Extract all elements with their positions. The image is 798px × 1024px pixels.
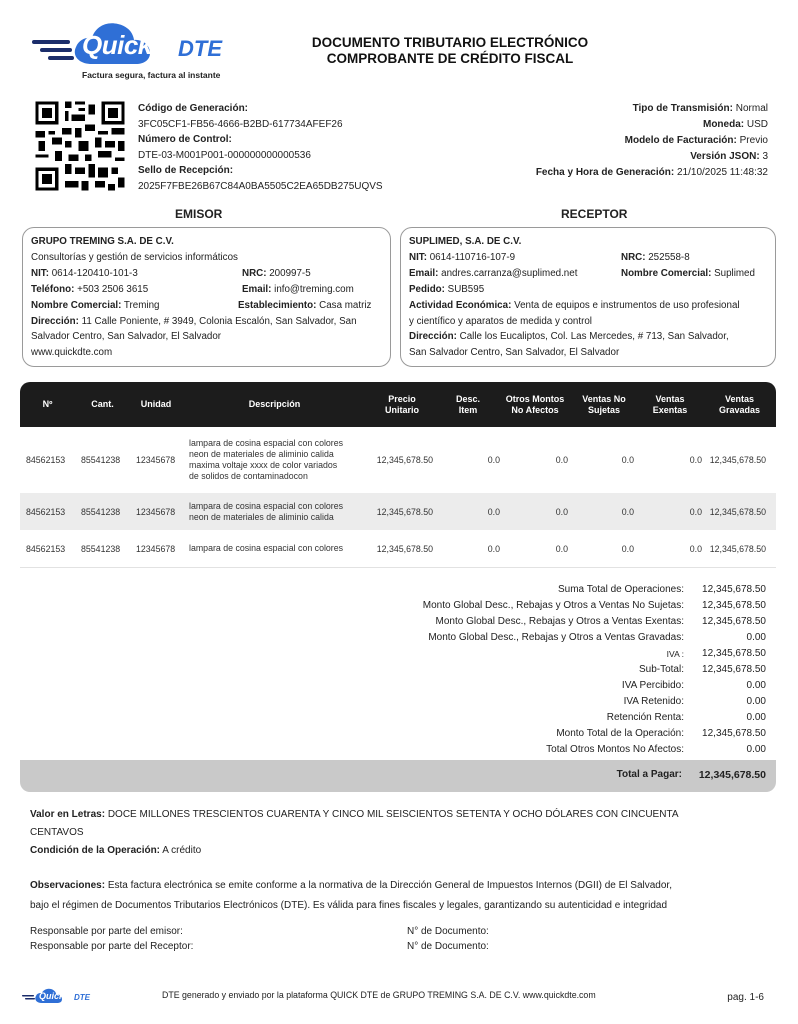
receptor-nrc: 252558-8 — [648, 251, 690, 263]
cell-gravadas: 12,345,678.50 — [709, 455, 766, 465]
emisor-nit: 0614-120410-101-3 — [51, 267, 138, 279]
emisor-name: GRUPO TREMING S.A. DE C.V. — [31, 236, 174, 247]
col-header-precio — [367, 382, 437, 427]
observaciones-label: Observaciones: — [30, 880, 106, 891]
table-row — [20, 427, 776, 493]
receptor-pedido: SUB595 — [447, 283, 485, 295]
modelo-label: Modelo de Facturación: — [624, 135, 737, 146]
cell-desc — [189, 427, 343, 493]
cell-nosuj: 0.0 — [621, 543, 634, 554]
cell-desc — [189, 493, 343, 530]
qr-code-icon — [32, 98, 128, 194]
total-label: Monto Global Desc., Rebajas y Otros a Ventas No Sujetas: — [422, 600, 684, 611]
documento-receptor: N° de Documento: — [407, 941, 489, 952]
cell-desc-line: lampara de cosina espacial con colores — [189, 438, 344, 448]
cell-exentas: 0.0 — [689, 543, 702, 554]
responsable-emisor: Responsable por parte del emisor: — [30, 926, 183, 937]
cell-unidad: 12345678 — [136, 543, 176, 554]
receptor-nrc-label: NRC: — [621, 251, 646, 263]
moneda-label: Moneda: — [702, 119, 745, 130]
quickdte-logo — [30, 14, 245, 84]
total-line — [346, 662, 766, 678]
emisor-tel-label: Teléfono: — [31, 283, 75, 295]
observaciones-line2: bajo el régimen de Documentos Tributarios Electrónicos (DTE). Es válida para fines fiscales y legales, garantizando su autenticidad e integridad — [30, 900, 668, 911]
total-line — [346, 726, 766, 742]
total-label: Suma Total de Operaciones: — [557, 584, 684, 595]
letras-line1: DOCE MILLONES TRESCIENTOS CUARENTA Y CINCO MIL SEISCIENTOS SETENTA Y OCHO DÓLARES CON CINCUENTA — [107, 809, 679, 820]
cell-nosuj: 0.0 — [621, 506, 634, 517]
emisor-comercial-label: Nombre Comercial: — [31, 299, 122, 311]
qr-code — [32, 98, 128, 194]
cell-exentas: 0.0 — [689, 506, 702, 517]
cell-otros: 0.0 — [555, 455, 568, 465]
receptor-pedido-label: Pedido: — [409, 283, 445, 295]
total-value: 12,345,678.50 — [702, 664, 766, 675]
cell-cant: 85541238 — [81, 455, 121, 465]
cell-cant: 85541238 — [81, 506, 121, 517]
total-label: Monto Global Desc., Rebajas y Otros a Ventas Gravadas: — [428, 632, 684, 643]
cell-precio: 12,345,678.50 — [376, 506, 433, 517]
emisor-nit-label: NIT: — [31, 267, 49, 279]
emisor-tel: +503 2506 3615 — [77, 283, 149, 295]
observaciones-line1: Esta factura electrónica se emite conforme a la normativa de la Dirección General de Impuestos Internos (DGII) de El Salvador, — [107, 880, 672, 891]
total-line — [346, 646, 766, 662]
total-label: Sub-Total: — [638, 664, 684, 675]
col-header-descitem — [437, 382, 499, 427]
receptor-act-label: Actividad Económica: — [409, 299, 512, 311]
col-header-gravadas — [703, 382, 776, 427]
col-header-otros-2: No Afectos — [511, 404, 559, 415]
emisor-email: info@treming.com — [274, 283, 354, 295]
footer-logo — [22, 988, 102, 1006]
cell-no: 84562153 — [26, 543, 66, 554]
page-number: pag. 1-6 — [727, 992, 764, 1003]
receptor-comercial: Suplimed — [714, 267, 755, 279]
control-value: DTE-03-M001P001-000000000000536 — [138, 149, 311, 161]
responsable-receptor: Responsable por parte del Receptor: — [30, 941, 194, 952]
control-label: Número de Control: — [138, 134, 232, 145]
cell-descitem: 0.0 — [487, 506, 500, 517]
receptor-email-label: Email: — [409, 267, 439, 279]
emisor-nrc-label: NRC: — [242, 267, 267, 279]
emisor-estab: Casa matriz — [319, 299, 372, 311]
modelo-value: Previo — [739, 135, 768, 146]
logo-tagline: Factura segura, factura al instante — [82, 70, 221, 80]
documentos — [407, 924, 489, 954]
col-header-precio-2: Unitario — [384, 404, 419, 415]
receptor-act-line1: Venta de equipos e instrumentos de uso profesional — [514, 299, 740, 311]
total-label: Monto Global Desc., Rebajas y Otros a Ventas Exentas: — [435, 616, 684, 627]
total-line — [346, 598, 766, 614]
receptor-comercial-label: Nombre Comercial: — [621, 267, 712, 279]
emisor-dir-label: Dirección: — [31, 315, 79, 327]
letras-label: Valor en Letras: — [30, 809, 106, 820]
receptor-title: RECEPTOR — [561, 207, 628, 221]
cell-desc-line: lampara de cosina espacial con colores — [189, 500, 344, 511]
condicion-label: Condición de la Operación: — [30, 845, 161, 856]
cell-gravadas: 12,345,678.50 — [709, 506, 766, 517]
col-header-exentas-2: Exentas — [652, 404, 688, 415]
version-label: Versión JSON: — [690, 151, 760, 162]
col-header-gravadas-2: Gravadas — [718, 404, 761, 415]
total-value: 0.00 — [746, 632, 766, 643]
emisor-email-label: Email: — [242, 283, 272, 295]
cell-desc-line: de solidos de contaminadocon — [189, 471, 308, 481]
cell-no: 84562153 — [26, 455, 66, 465]
total-line — [346, 614, 766, 630]
logo-dte-text: DTE — [178, 36, 222, 61]
total-label: Retención Renta: — [606, 712, 684, 723]
total-label: IVA : — [666, 649, 684, 659]
total-value: 0.00 — [746, 744, 766, 755]
emisor-box — [22, 227, 391, 367]
emisor-title: EMISOR — [175, 207, 223, 221]
col-header-desc: Descripción — [248, 399, 301, 409]
total-label: IVA Retenido: — [623, 696, 684, 707]
emisor-dir-line1: 11 Calle Poniente, # 3949, Colonia Escalón, San Salvador, San — [81, 315, 357, 327]
cell-precio: 12,345,678.50 — [376, 543, 433, 554]
col-header-otros — [499, 382, 571, 427]
col-header-otros-1: Otros Montos — [505, 393, 565, 404]
document-meta — [536, 101, 768, 181]
receptor-nit-label: NIT: — [409, 251, 427, 263]
total-label: Total Otros Montos No Afectos: — [546, 744, 684, 755]
document-title-line1: DOCUMENTO TRIBUTARIO ELECTRÓNICO — [311, 35, 589, 50]
total-to-pay-value: 12,345,678.50 — [698, 769, 766, 781]
cell-cant: 85541238 — [81, 543, 121, 554]
col-header-exentas — [637, 382, 703, 427]
codigo-label: Código de Generación: — [138, 103, 249, 114]
total-value: 12,345,678.50 — [702, 728, 766, 739]
table-row — [20, 493, 776, 530]
total-value: 0.00 — [746, 712, 766, 723]
cell-desc-line: neon de materiales de aliminio calida — [189, 449, 334, 459]
cell-exentas: 0.0 — [689, 455, 702, 465]
items-table-header — [20, 382, 776, 427]
total-value: 12,345,678.50 — [702, 600, 766, 611]
cell-otros: 0.0 — [555, 543, 568, 554]
total-line — [346, 710, 766, 726]
footer-logo-quick: Quick — [39, 991, 65, 1001]
cell-otros: 0.0 — [555, 506, 568, 517]
total-value: 0.00 — [746, 680, 766, 691]
col-header-no: Nº — [42, 399, 53, 409]
total-line — [346, 582, 766, 598]
cell-desc-line: neon de materiales de aliminio calida — [189, 511, 334, 522]
col-header-descitem-1: Desc. — [455, 393, 481, 404]
receptor-box — [400, 227, 776, 367]
total-value: 12,345,678.50 — [702, 584, 766, 595]
total-value: 0.00 — [746, 696, 766, 707]
receptor-email: andres.carranza@suplimed.net — [441, 267, 578, 279]
fecha-value: 21/10/2025 11:48:32 — [676, 167, 768, 178]
cell-unidad: 12345678 — [136, 506, 176, 517]
moneda-value: USD — [746, 119, 768, 130]
emisor-estab-label: Establecimiento: — [238, 299, 317, 311]
cell-nosuj: 0.0 — [621, 455, 634, 465]
receptor-act-line2: y científico y aparatos de medida y control — [409, 315, 592, 327]
receptor-dir-line2: San Salvador Centro, San Salvador, El Salvador — [409, 347, 620, 359]
totals-summary — [346, 582, 766, 758]
total-line — [346, 630, 766, 646]
table-row — [20, 530, 776, 568]
fecha-label: Fecha y Hora de Generación: — [535, 167, 675, 178]
col-header-nosuj-2: Sujetas — [587, 404, 620, 415]
total-value: 12,345,678.50 — [702, 648, 766, 659]
receptor-dir-label: Dirección: — [409, 331, 457, 343]
col-header-exentas-1: Ventas — [655, 393, 685, 404]
cell-descitem: 0.0 — [487, 543, 500, 554]
col-header-unidad: Unidad — [140, 399, 172, 409]
col-header-precio-1: Precio — [388, 393, 416, 404]
transmision-value: Normal — [735, 103, 768, 114]
receptor-name: SUPLIMED, S.A. DE C.V. — [409, 236, 522, 247]
valor-en-letras — [30, 806, 770, 860]
version-value: 3 — [762, 151, 768, 162]
emisor-comercial: Treming — [123, 299, 160, 311]
total-line — [346, 678, 766, 694]
cell-precio: 12,345,678.50 — [376, 455, 433, 465]
emisor-dir-line2: Salvador Centro, San Salvador, El Salvador — [31, 331, 222, 343]
cell-unidad: 12345678 — [136, 455, 176, 465]
document-title-line2: COMPROBANTE DE CRÉDITO FISCAL — [326, 51, 574, 66]
emisor-activity: Consultorías y gestión de servicios informáticos — [31, 251, 238, 263]
sello-value: 2025F7FBE26B67C84A0BA5505C2EA65DB275UQVS — [138, 180, 383, 192]
emisor-nrc: 200997-5 — [269, 267, 311, 279]
emisor-website: www.quickdte.com — [31, 347, 113, 359]
condicion-value: A crédito — [162, 845, 202, 856]
documento-emisor: N° de Documento: — [407, 926, 489, 937]
cell-gravadas: 12,345,678.50 — [709, 543, 766, 554]
total-line — [346, 694, 766, 710]
observaciones — [30, 876, 775, 916]
col-header-nosuj-1: Ventas No — [582, 393, 626, 404]
cell-no: 84562153 — [26, 506, 66, 517]
cell-desc: lampara de cosina espacial con colores — [189, 543, 344, 553]
cell-descitem: 0.0 — [487, 455, 500, 465]
sello-label: Sello de Recepción: — [138, 165, 234, 176]
total-label: IVA Percibido: — [621, 680, 684, 691]
responsables — [30, 924, 193, 954]
total-to-pay-bar — [20, 760, 776, 792]
total-line — [346, 742, 766, 758]
col-header-descitem-2: Item — [458, 404, 478, 415]
col-header-cant: Cant. — [91, 399, 114, 409]
generation-info — [138, 101, 383, 194]
col-header-nosuj — [571, 382, 637, 427]
codigo-value: 3FC05CF1-FB56-4666-B2BD-617734AFEF26 — [138, 118, 343, 130]
document-title — [260, 35, 640, 67]
cell-desc-line: maxima voltaje xxxx de color variados — [189, 460, 338, 470]
footer-text: DTE generado y enviado por la plataforma QUICK DTE de GRUPO TREMING S.A. DE C.V. www.quickdte.com — [162, 990, 596, 1000]
total-to-pay-label: Total a Pagar: — [616, 769, 682, 780]
total-label: Monto Total de la Operación: — [556, 728, 684, 739]
receptor-nit: 0614-110716-107-9 — [429, 251, 516, 263]
receptor-dir-line1: Calle los Eucaliptos, Col. Las Mercedes, # 713, San Salvador, — [459, 331, 729, 343]
letras-line2: CENTAVOS — [30, 827, 84, 838]
footer-logo-dte: DTE — [74, 993, 90, 1002]
col-header-gravadas-1: Ventas — [724, 393, 755, 404]
logo-quick-text: Quick — [82, 30, 152, 60]
transmision-label: Tipo de Transmisión: — [632, 103, 733, 114]
total-value: 12,345,678.50 — [702, 616, 766, 627]
